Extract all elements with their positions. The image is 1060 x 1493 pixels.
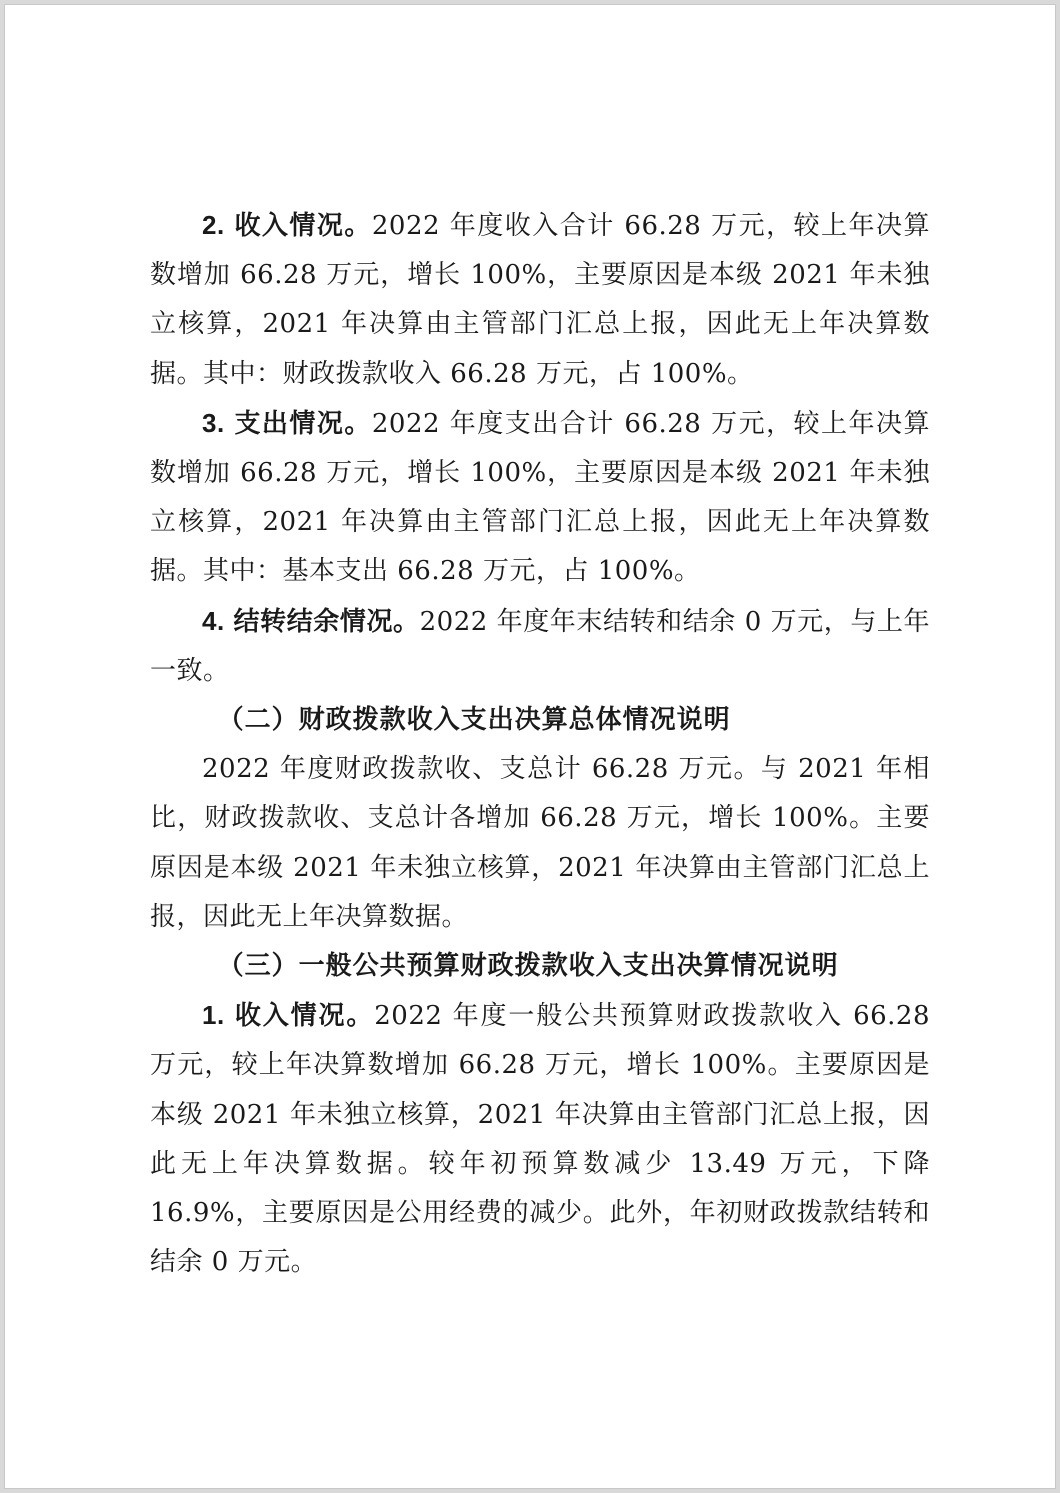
item-lead: 收入情况。 bbox=[234, 1001, 375, 1032]
paragraph-fiscal-overall: 2022 年度财政拨款收、支总计 66.28 万元。与 2021 年相比，财政拨款收、支总计各增加 66.28 万元，增长 100%。主要原因是本级 2021 年未独立核算，2021 年决算由主管部门汇总上报，因此无上年决算数据。 bbox=[150, 754, 930, 932]
item-number: 3. bbox=[202, 407, 225, 438]
paragraph-income bbox=[150, 201, 930, 399]
item-text: 2022 年度年末结转和结余 0 万元，与上年一致。 bbox=[150, 606, 931, 686]
section-heading-general-budget: （三）一般公共预算财政拨款收入支出决算情况说明 bbox=[217, 951, 839, 982]
item-text: 2022 年度收入合计 66.28 万元，较上年决算数增加 66.28 万元，增长 100%，主要原因是本级 2021 年未独立核算，2021 年决算由主管部门汇总上报，因此无上年决算数据。其中：财政拨款收入 66.28 万元，占 100%。 bbox=[150, 211, 930, 389]
item-lead: 收入情况。 bbox=[234, 211, 372, 241]
paragraph-carryover bbox=[150, 597, 930, 696]
item-number: 1. bbox=[202, 1000, 225, 1031]
document-body bbox=[150, 201, 930, 1287]
item-lead: 结转结余情况。 bbox=[233, 606, 420, 637]
paragraph-general-budget-income bbox=[150, 991, 930, 1287]
document-page bbox=[4, 4, 1056, 1489]
item-number: 2. bbox=[202, 210, 225, 240]
section-heading-fiscal-overall: （二）财政拨款收入支出决算总体情况说明 bbox=[217, 705, 731, 736]
paragraph-expenditure bbox=[150, 399, 930, 597]
item-lead: 支出情况。 bbox=[234, 408, 372, 439]
item-number: 4. bbox=[202, 605, 225, 636]
item-text: 2022 年度一般公共预算财政拨款收入 66.28 万元，较上年决算数增加 66.28 万元，增长 100%。主要原因是本级 2021 年未独立核算，2021 年决算由主管部门汇总上报，因此无上年决算数据。较年初预算数减少 13.49 万元，下降 16.9%，主要原因是公用经费的减少。此外，年初财政拨款结转和结余 0 万元。 bbox=[150, 1001, 930, 1278]
item-text: 2022 年度支出合计 66.28 万元，较上年决算数增加 66.28 万元，增长 100%，主要原因是本级 2021 年未独立核算，2021 年决算由主管部门汇总上报，因此无上年决算数据。其中：基本支出 66.28 万元，占 100%。 bbox=[150, 408, 930, 587]
